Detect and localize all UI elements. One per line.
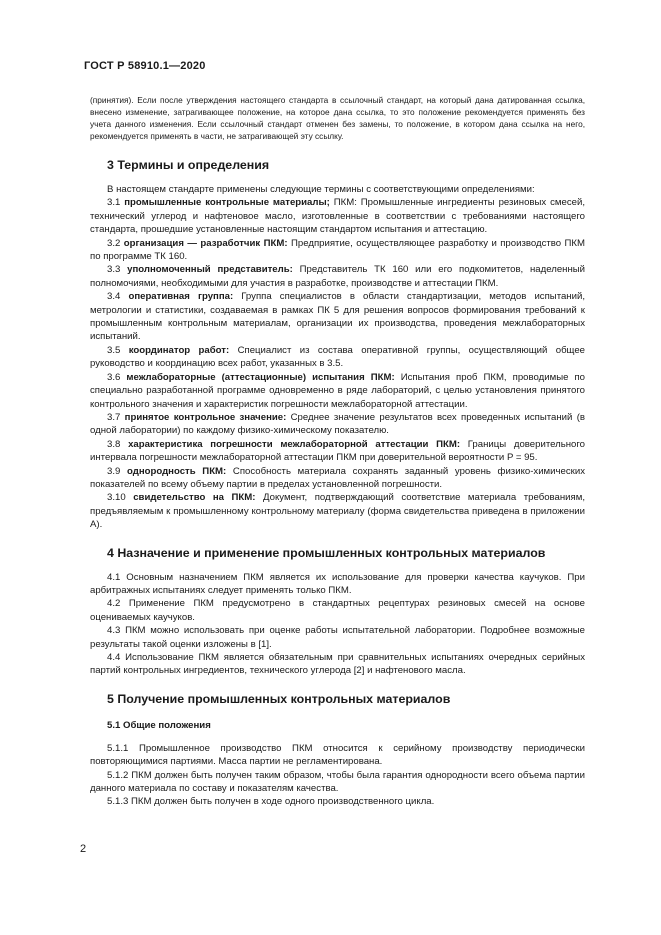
term-3-5 [90, 344, 585, 371]
paragraph-5-1-1: 5.1.1 Промышленное производство ПКМ относится к серийному производству периодически повторяющимися партиями. Масса партии не регламентирована. [90, 742, 585, 768]
term-number: 3.5 [107, 344, 121, 356]
paragraph-4-3: 4.3 ПКМ можно использовать при оценке работы испытательной лаборатории. Подробнее возможные результаты такой оценки изложены в [1]. [90, 625, 585, 650]
term-title: межлабораторные (аттестационные) испытания ПКМ: [126, 371, 395, 383]
section-3-heading: 3 Термины и определения [107, 158, 270, 172]
term-3-3 [90, 263, 585, 290]
term-title: однородность ПКМ: [127, 465, 227, 477]
term-definition: Предприятие, осуществляющее разработку и производство ПКМ по программе ТК 160. [90, 237, 586, 263]
term-definition: Среднее значение результатов всех проведенных испытаний (в одной лаборатории) по каждому физико-химическому показателю. [90, 411, 586, 437]
intro-paragraph: (принятия). Если после утверждения настоящего стандарта в ссылочный стандарт, на который дана датированная ссылка, внесено изменение, затрагивающее положение, на которое дана ссылка, то это положение рекомендуется применять без учета данного изменения. Если ссылочный стандарт отменен без замены, то положение, в котором дана ссылка на него, рекомендуется применять в части, не затрагивающей эту ссылку. [90, 95, 585, 141]
term-definition: Способность материала сохранять заданный уровень физико-химических показателей по всему объему партии в пределах установленной погрешности. [90, 465, 585, 490]
term-title: оперативная группа: [128, 291, 234, 303]
term-number: 3.2 [107, 237, 121, 249]
paragraph-5-1-3: 5.1.3 ПКМ должен быть получен в ходе одного производственного цикла. [107, 796, 435, 808]
section-3-lead: В настоящем стандарте применены следующие термины с соответствующими определениями: [107, 184, 535, 195]
term-definition: Специалист из состава оперативной группы, осуществляющий общее руководство и координацию всех работ, указанных в 3.5. [90, 344, 586, 370]
page-number: 2 [80, 843, 87, 855]
term-definition: Границы доверительного интервала погрешности межлабораторной аттестации ПКМ при доверительной вероятности P = 95. [90, 438, 585, 464]
term-3-2 [90, 237, 585, 264]
term-3-9 [90, 465, 585, 492]
term-number: 3.8 [107, 438, 121, 450]
term-definition: Группа специалистов в области стандартизации, методов испытаний, метрологии и статистики, создаваемая в рамках ПК 5 для решения вопросов формирования требований к промышленным контрольным материалам, организации их производства, проведения межлабораторных испытаний. [90, 291, 585, 343]
section-4-heading: 4 Назначение и применение промышленных контрольных материалов [107, 545, 546, 560]
term-title: координатор работ: [128, 344, 230, 356]
term-number: 3.6 [107, 371, 121, 383]
document-header: ГОСТ Р 58910.1—2020 [84, 60, 206, 72]
term-3-1 [90, 196, 585, 236]
term-definition: Представитель ТК 160 или его подкомитетов, наделенный полномочиями, необходимыми для участия в разработке, производстве и аттестации ПКМ. [90, 264, 586, 289]
subsection-5-1-heading: 5.1 Общие положения [107, 719, 211, 731]
term-3-8 [90, 438, 585, 465]
term-title: принятое контрольное значение: [124, 411, 287, 423]
paragraph-4-2: 4.2 Применение ПКМ предусмотрено в стандартных рецептурах резиновых смесей на основе оцениваемых каучуков. [90, 598, 585, 623]
term-definition: Испытания проб ПКМ, проводимые по специально разработанной программе одновременно в ряде лабораторий, с целью установления принятого контрольного значения и характеристик погрешности межлабораторной аттестации. [90, 371, 586, 410]
paragraph-4-4: 4.4 Использование ПКМ является обязательным при сравнительных испытаниях очередных серийных партий контрольных ингредиентов, технического углерода [2] и нафтенового масла. [90, 652, 585, 677]
term-title: промышленные контрольные материалы; [124, 197, 330, 209]
section-5-heading: 5 Получение промышленных контрольных материалов [107, 691, 451, 706]
term-definition: Документ, подтверждающий соответствие материала требованиям, предъявляемым к промышленному контрольному материалу (форма свидетельства приведена в приложении А). [90, 492, 585, 531]
term-title: характеристика погрешности межлабораторной аттестации ПКМ: [128, 438, 461, 450]
term-number: 3.9 [107, 465, 121, 477]
term-definition: ПКМ: Промышленные ингредиенты резиновых смесей, технический углерод и нафтеновое масло, изготовленные в соответствии с требованиями настоящего стандарта, прошедшие установленные настоящим стандартом испытания и аттестацию. [90, 197, 585, 236]
term-3-6 [90, 371, 585, 411]
term-number: 3.3 [107, 264, 121, 276]
paragraph-4-1: 4.1 Основным назначением ПКМ является их использование для проверки качества каучуков. При арбитражных испытаниях следует применять только ПКМ. [90, 571, 585, 596]
term-3-10 [90, 491, 585, 531]
term-number: 3.1 [107, 197, 121, 209]
term-number: 3.7 [107, 411, 121, 423]
term-3-7 [90, 411, 585, 438]
term-number: 3.4 [107, 291, 121, 303]
document-body [90, 94, 585, 809]
term-number: 3.10 [107, 492, 126, 504]
term-title: уполномоченный представитель: [127, 264, 293, 276]
term-title: свидетельство на ПКМ: [133, 492, 256, 504]
term-3-4 [90, 290, 585, 344]
term-title: организация — разработчик ПКМ: [123, 237, 288, 249]
paragraph-5-1-2: 5.1.2 ПКМ должен быть получен таким образом, чтобы была гарантия однородности всего объема партии данного материала по составу и показателям качества. [90, 769, 585, 795]
